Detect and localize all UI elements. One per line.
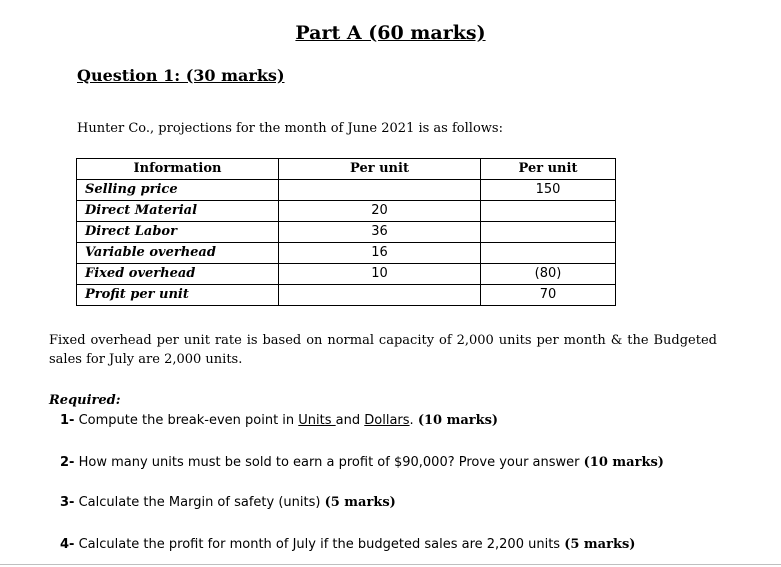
question-title: Question 1: (30 marks) xyxy=(77,66,285,85)
req-dollars: Dollars xyxy=(364,413,410,428)
header-information: Information xyxy=(77,159,279,180)
row-col1: 36 xyxy=(279,222,481,243)
req-text: Calculate the Margin of safety (units) xyxy=(74,495,325,510)
row-col1 xyxy=(279,285,481,306)
req-units: Units xyxy=(298,413,336,428)
req-marks: (5 marks) xyxy=(324,495,396,510)
row-label: Direct Material xyxy=(77,201,279,222)
table-row xyxy=(77,201,616,222)
table-row xyxy=(77,243,616,264)
row-label: Variable overhead xyxy=(77,243,279,264)
row-col2 xyxy=(481,243,616,264)
header-per-unit-1: Per unit xyxy=(279,159,481,180)
row-label: Fixed overhead xyxy=(77,264,279,285)
table-row xyxy=(77,222,616,243)
row-label: Selling price xyxy=(77,180,279,201)
requirement-3 xyxy=(60,495,396,510)
requirement-1 xyxy=(60,413,498,428)
row-col1: 10 xyxy=(279,264,481,285)
row-col2: (80) xyxy=(481,264,616,285)
req-marks: (10 marks) xyxy=(417,413,499,428)
info-table xyxy=(76,158,616,306)
req-number: 4- xyxy=(60,537,75,552)
req-number: 3- xyxy=(60,495,75,510)
req-marks: (10 marks) xyxy=(583,455,664,470)
table-row xyxy=(77,285,616,306)
req-number: 2- xyxy=(60,455,75,470)
req-text: and xyxy=(335,413,365,428)
part-title: Part A (60 marks) xyxy=(295,22,486,44)
paragraph: Fixed overhead per unit rate is based on normal capacity of 2,000 units per month & the Budgeted sales for July are 2,000 units. xyxy=(49,333,717,367)
row-col2 xyxy=(481,201,616,222)
required-label: Required: xyxy=(49,393,121,408)
requirement-4 xyxy=(60,537,635,552)
row-col1: 20 xyxy=(279,201,481,222)
row-label: Direct Labor xyxy=(77,222,279,243)
row-col1 xyxy=(279,180,481,201)
req-number: 1- xyxy=(60,413,75,428)
intro-text: Hunter Co., projections for the month of June 2021 is as follows: xyxy=(77,121,503,136)
row-label: Profit per unit xyxy=(77,285,279,306)
row-col2 xyxy=(481,222,616,243)
header-per-unit-2: Per unit xyxy=(481,159,616,180)
row-col2: 150 xyxy=(481,180,616,201)
row-col2: 70 xyxy=(481,285,616,306)
req-text: How many units must be sold to earn a profit of $90,000? Prove your answer xyxy=(74,455,584,470)
req-text: Calculate the profit for month of July if the budgeted sales are 2,200 units xyxy=(74,537,565,552)
bottom-divider xyxy=(0,564,781,565)
table-row xyxy=(77,264,616,285)
row-col1: 16 xyxy=(279,243,481,264)
req-text: Compute the break-even point in xyxy=(74,413,299,428)
table-row xyxy=(77,180,616,201)
table-header-row xyxy=(77,159,616,180)
requirement-2 xyxy=(60,455,664,470)
req-text: . xyxy=(409,413,418,428)
req-marks: (5 marks) xyxy=(564,537,636,552)
